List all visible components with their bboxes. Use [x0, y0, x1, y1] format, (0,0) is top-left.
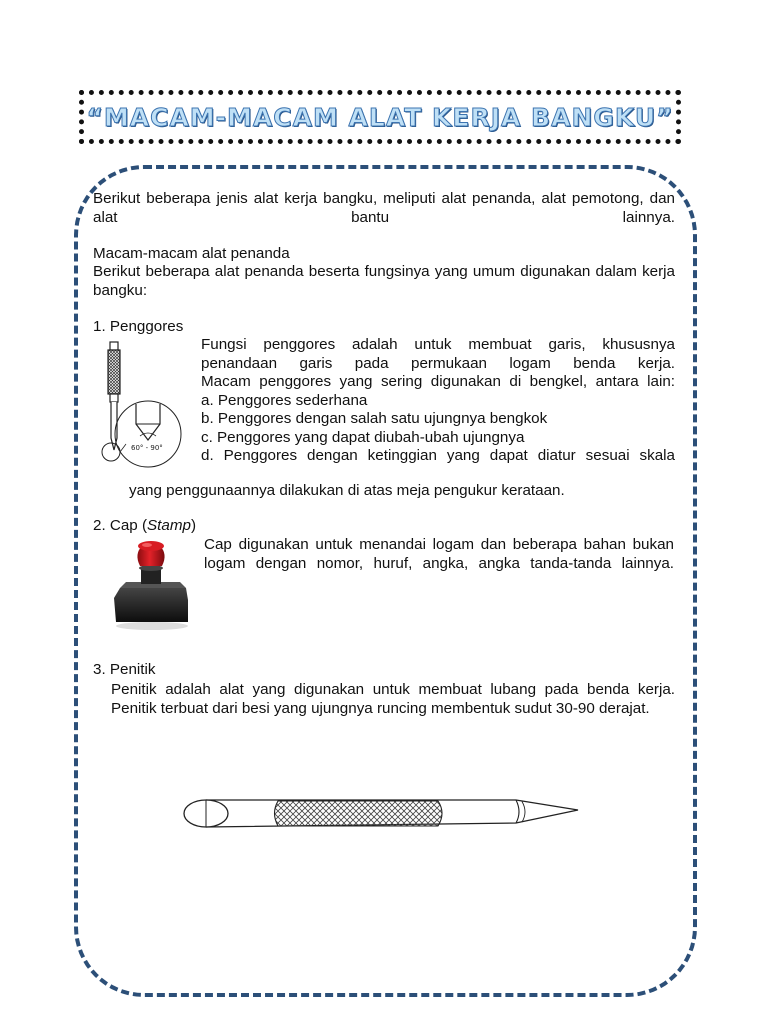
scriber-description — [201, 336, 675, 466]
scriber-continuation: yang penggunaannya dilakukan di atas meja pengukur kerataan. — [129, 482, 565, 499]
marking-description: Berikut beberapa alat penanda beserta fungsinya yang umum digunakan dalam kerja bangku: — [93, 263, 675, 299]
intro-text: Berikut beberapa jenis alat kerja bangku, meliputi alat penanda, alat pemotong, dan alat bantu lainnya. — [93, 190, 675, 226]
marking-heading: Macam-macam alat penanda — [93, 245, 290, 262]
scriber-paragraph: Macam penggores yang sering digunakan di bengkel, antara lain: — [201, 373, 675, 390]
stamp-description: Cap digunakan untuk menandai logam dan beberapa bahan bukan logam dengan nomor, huruf, angka, angka tanda-tanda lainnya. — [204, 536, 674, 572]
page-title: “MACAM-MACAM ALAT KERJA BANGKU” — [86, 102, 674, 132]
scriber-list-item: a. Penggores sederhana — [201, 391, 368, 409]
stamp-heading — [93, 517, 196, 536]
scriber-illustration — [96, 340, 192, 470]
scriber-list-item: c. Penggores yang dapat diubah-ubah ujungnya — [201, 428, 525, 446]
stamp-photo — [110, 538, 190, 630]
punch-heading: 3. Penitik — [93, 661, 156, 678]
stamp-heading-italic: Stamp — [147, 517, 191, 534]
stamp-heading-suffix: ) — [190, 517, 196, 534]
scriber-heading: 1. Penggores — [93, 318, 184, 335]
stamp-heading-prefix: 2. Cap ( — [93, 517, 148, 534]
punch-description: Penitik adalah alat yang digunakan untuk membuat lubang pada benda kerja. Penitik terbuat dari besi yang ujungnya runcing membentuk sudut 30-90 derajat. — [111, 681, 675, 717]
scriber-paragraph: Fungsi penggores adalah untuk membuat garis, khususnya penandaan garis pada permukaan logam benda kerja. — [201, 336, 675, 372]
center-punch-illustration — [176, 793, 586, 839]
title-box — [79, 90, 681, 144]
angle-label: 60° - 90° — [131, 444, 163, 452]
scriber-list-item: b. Penggores dengan salah satu ujungnya bengkok — [201, 410, 548, 427]
scriber-list-item: d. Penggores dengan ketinggian yang dapat diatur sesuai skala — [201, 447, 675, 464]
